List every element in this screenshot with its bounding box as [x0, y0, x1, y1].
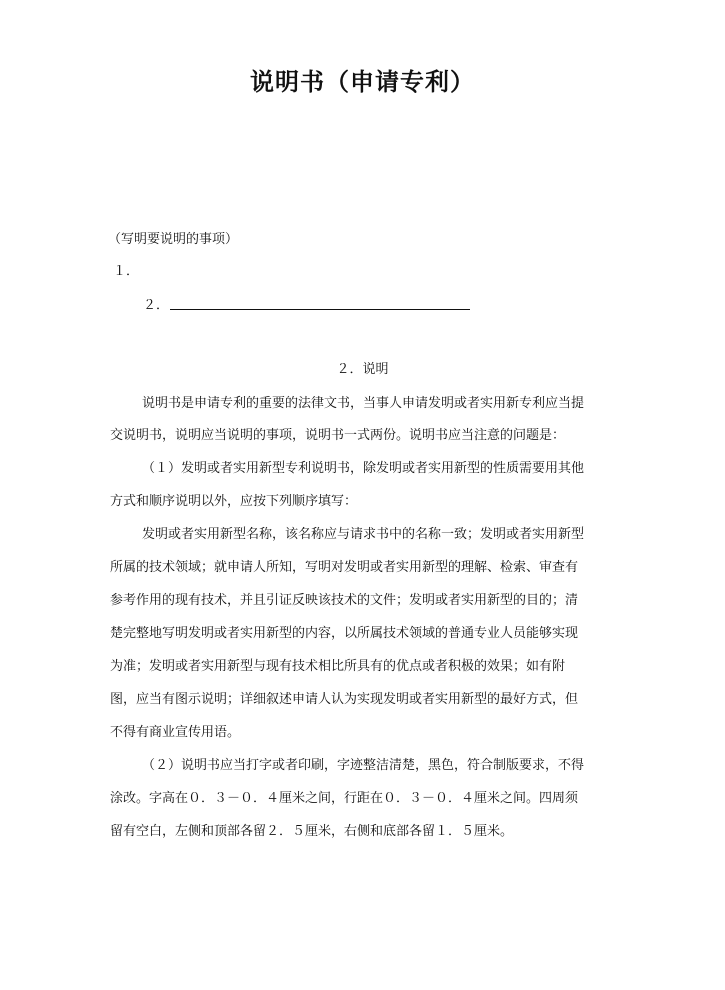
instruction-note: （写明要说明的事项）	[108, 232, 239, 247]
list-item-2: ２．	[143, 298, 170, 313]
paragraph-line: 不得有商业宣传用语。	[110, 725, 241, 740]
paragraph-line: 方式和顺序说明以外，应按下列顺序填写：	[110, 494, 358, 509]
paragraph-line: 发明或者实用新型名称，该名称应与请求书中的名称一致；发明或者实用新型	[142, 527, 585, 542]
paragraph-line: 楚完整地写明发明或者实用新型的内容，以所属技术领域的普通专业人员能够实现	[110, 626, 579, 641]
paragraph-line: 为准；发明或者实用新型与现有技术相比所具有的优点或者积极的效果；如有附	[110, 659, 566, 674]
paragraph-line: 说明书是申请专利的重要的法律文书，当事人申请发明或者实用新专利应当提	[142, 396, 585, 411]
paragraph-line: 交说明书，说明应当说明的事项，说明书一式两份。说明书应当注意的问题是：	[110, 428, 566, 443]
paragraph-line: （１）发明或者实用新型专利说明书，除发明或者实用新型的性质需要用其他	[142, 461, 585, 476]
section-heading: ２．说明	[336, 362, 389, 377]
list-item-1: １．	[113, 264, 140, 279]
document-title: 说明书（申请专利）	[250, 68, 475, 96]
paragraph-line: （２）说明书应当打字或者印刷，字迹整洁清楚，黑色，符合制版要求，不得	[142, 758, 585, 773]
fill-in-blank-line	[170, 309, 470, 310]
paragraph-line: 留有空白，左侧和顶部各留２．５厘米，右侧和底部各留１．５厘米。	[110, 824, 514, 839]
paragraph-line: 参考作用的现有技术，并且引证反映该技术的文件；发明或者实用新型的目的；清	[110, 593, 579, 608]
paragraph-line: 图，应当有图示说明；详细叙述申请人认为实现发明或者实用新型的最好方式，但	[110, 692, 579, 707]
paragraph-line: 所属的技术领域；就申请人所知，写明对发明或者实用新型的理解、检索、审查有	[110, 560, 579, 575]
paragraph-line: 涂改。字高在０．３－０．４厘米之间，行距在０．３－０．４厘米之间。四周须	[110, 791, 579, 806]
